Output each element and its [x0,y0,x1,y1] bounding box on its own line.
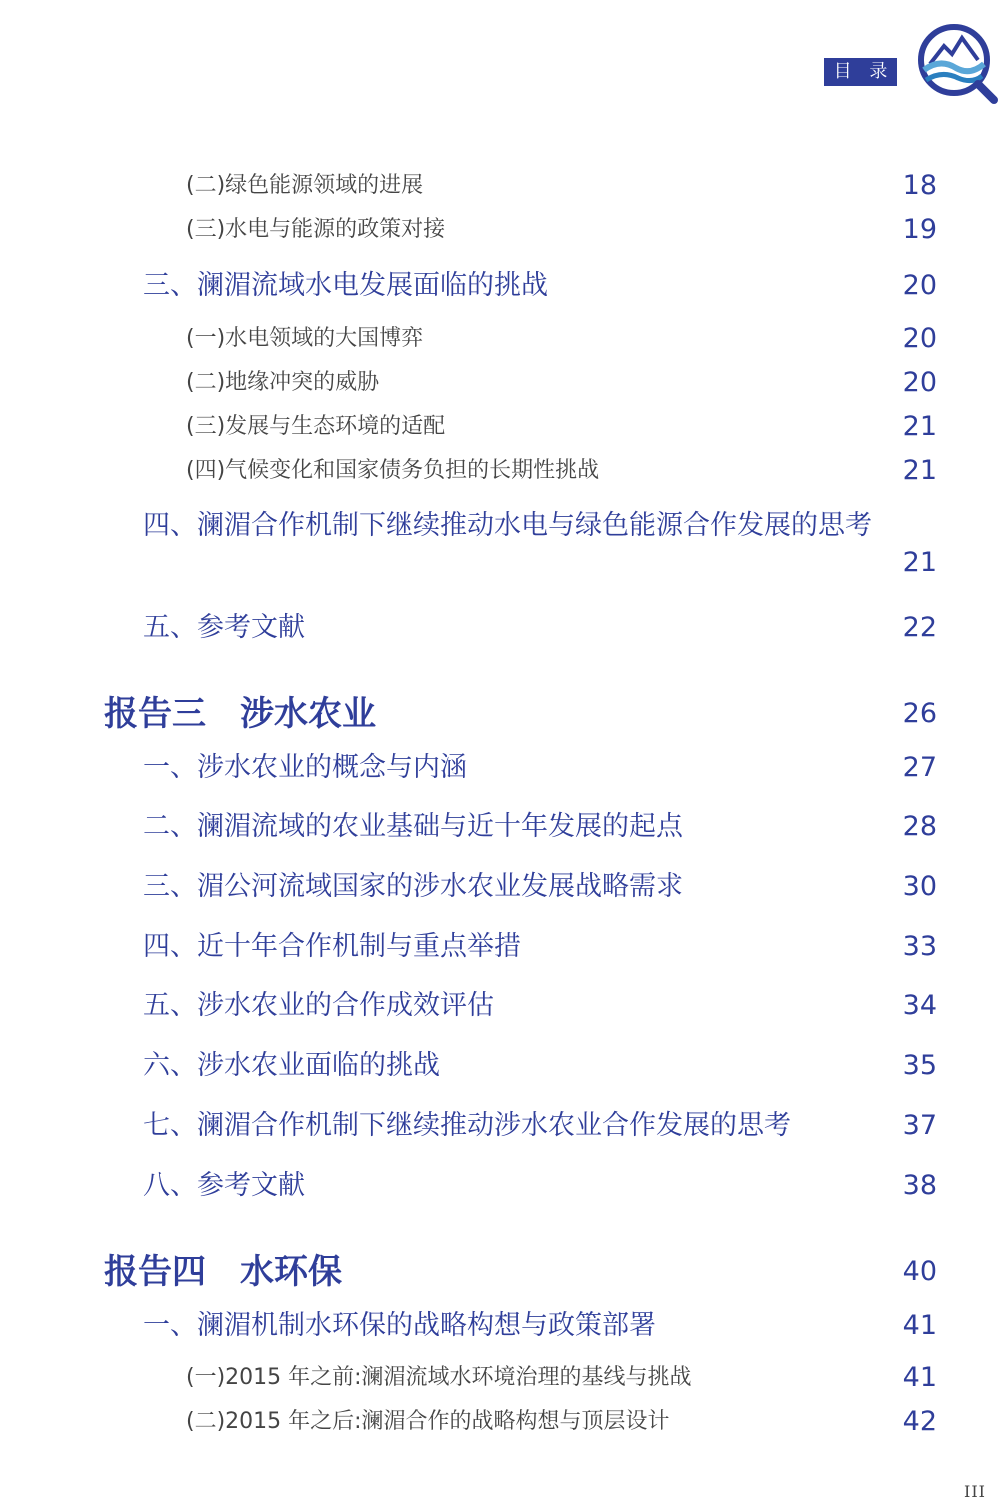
toc-entry-page: 20 [902,270,937,301]
toc-entry-title: 七、澜湄合作机制下继续推动涉水农业合作发展的思考 [143,1110,791,1141]
page-number: III [964,1482,986,1501]
toc-entry-page: 27 [902,752,937,783]
toc-entry-title: 四、澜湄合作机制下继续推动水电与绿色能源合作发展的思考 [143,510,872,541]
toc-entry-title: (一)水电领域的大国博弈 [186,326,424,351]
toc-entry-title: 三、澜湄流域水电发展面临的挑战 [143,270,548,301]
toc-entry-page: 37 [902,1110,937,1141]
toc-entry-page: 33 [902,931,937,962]
toc-entry-page: 21 [902,547,937,578]
toc-entry-page: 42 [902,1406,937,1437]
toc-entry-title: 六、涉水农业面临的挑战 [143,1050,440,1081]
toc-entry-page: 18 [902,170,937,201]
toc-entry-page: 28 [902,811,937,842]
toc-entry-title: 三、湄公河流域国家的涉水农业发展战略需求 [143,871,683,902]
toc-entry-page: 20 [902,367,937,398]
toc-entry-page: 21 [902,455,937,486]
toc-entry-title: 五、涉水农业的合作成效评估 [143,990,494,1021]
river-magnifier-logo-icon [910,20,998,104]
section-badge: 目 录 [824,58,897,86]
toc-entry-page: 19 [902,214,937,245]
toc-entry-page: 26 [902,698,937,729]
toc-entry-title: 一、澜湄机制水环保的战略构想与政策部署 [143,1310,656,1341]
toc-entry-page: 38 [902,1170,937,1201]
toc-entry-page: 41 [902,1362,937,1393]
toc-entry-title: 五、参考文献 [143,612,305,643]
toc-entry-title: 八、参考文献 [143,1170,305,1201]
toc-entry-page: 34 [902,990,937,1021]
toc-entry-page: 22 [902,612,937,643]
toc-entry-page: 30 [902,871,937,902]
toc-entry-title: (二)2015 年之后:澜湄合作的战略构想与顶层设计 [186,1409,670,1434]
toc-entry-title: (二)绿色能源领域的进展 [186,173,424,198]
toc-entry-title: 二、澜湄流域的农业基础与近十年发展的起点 [143,811,683,842]
toc-entry-title: (三)水电与能源的政策对接 [186,217,446,242]
toc-entry-title: (一)2015 年之前:澜湄流域水环境治理的基线与挑战 [186,1365,692,1390]
toc-entry-title: (二)地缘冲突的威胁 [186,370,380,395]
toc-entry-title: 四、近十年合作机制与重点举措 [143,931,521,962]
toc-entry-page: 20 [902,323,937,354]
toc-entry-page: 21 [902,411,937,442]
toc-entry-title: (三)发展与生态环境的适配 [186,414,446,439]
toc-entry[interactable] [0,508,1000,588]
toc-entry-page: 40 [902,1256,937,1287]
toc-entry-title: 报告三 涉水农业 [104,694,376,734]
toc-entry-page: 35 [902,1050,937,1081]
toc-entry-page: 41 [902,1310,937,1341]
toc-entry-title: (四)气候变化和国家债务负担的长期性挑战 [186,458,600,483]
toc-entry-title: 报告四 水环保 [104,1252,342,1292]
toc-entry-title: 一、涉水农业的概念与内涵 [143,752,467,783]
